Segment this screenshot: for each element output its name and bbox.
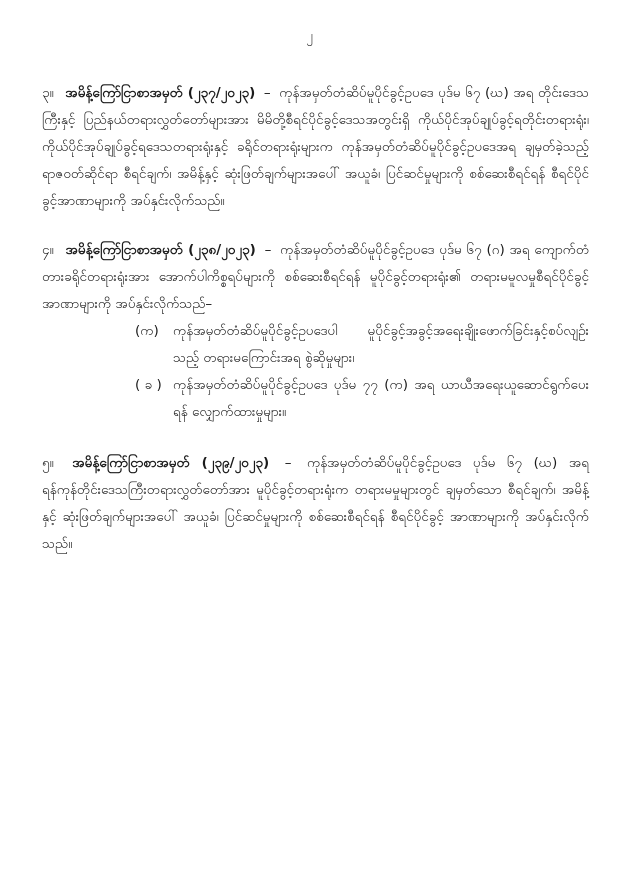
paragraph-3-dash: – <box>263 85 271 101</box>
paragraph-3-order-title: အမိန့်ကြော်ငြာစာအမှတ် (၂၃၇/၂၀၂၃) <box>65 85 256 101</box>
paragraph-3-text: ကုန်အမှတ်တံဆိပ်မူပိုင်ခွင့်ဥပဒေ ပုဒ်မ ၆၇ (ဃ) အရ တိုင်းဒေသကြီးနှင့် ပြည်နယ်တရားလွှတ်တော်များအား မိမိတို့စီရင်ပိုင်ခွင့်ဒေသအတွင်းရှိ ကိုယ်ပိုင်အုပ်ချုပ်ခွင့်ရတိုင်းတရားရုံး၊ ကိုယ်ပိုင်အုပ်ချုပ်ခွင့်ရဒေသတရားရုံးနှင့် ခရိုင်တရားရုံးများက ကုန်အမှတ်တံဆိပ်မူပိုင်ခွင့်ဥပဒေအရ ချမှတ်ခဲ့သည့် ရာဇဝတ်ဆိုင်ရာ စီရင်ချက်၊ အမိန့်နှင့် ဆုံးဖြတ်ချက်များအပေါ် အယူခံ၊ ပြင်ဆင်မှုများကို စစ်ဆေးစီရင်ရန် စီရင်ပိုင်ခွင့်အာဏာများကို အပ်နှင်းလိုက်သည်။ <box>42 85 590 209</box>
sub-item-ka-text: ကုန်အမှတ်တံဆိပ်မူပိုင်ခွင့်ဥပဒေပါ မူပိုင်ခွင့်အခွင့်အရေးချိုးဖောက်ခြင်းနှင့်စပ်လျဉ်းသည့် တရားမကြောင်းအရ စွဲဆိုမှုများ၊ <box>173 323 589 366</box>
sub-item-kha <box>42 372 589 426</box>
paragraph-4-sub-list <box>42 318 589 426</box>
sub-item-ka-marker: (က) <box>135 323 159 339</box>
paragraph-5-order-title: အမိန့်ကြော်ငြာစာအမှတ် (၂၃၉/၂၀၂၃) <box>72 455 270 471</box>
paragraph-4-order-title: အမိန့်ကြော်ငြာစာအမှတ် (၂၃၈/၂၀၂၃) <box>65 242 256 258</box>
paragraph-4-text: ကုန်အမှတ်တံဆိပ်မူပိုင်ခွင့်ဥပဒေ ပုဒ်မ ၆၇ (ဂ) အရ ကျောက်တံတားခရိုင်တရားရုံးအား အောက်ပါကိစ္စရပ်များကို စစ်ဆေးစီရင်ရန် မူပိုင်ခွင့်တရားရုံး၏ တရားမမူလမှုစီရင်ပိုင်ခွင့် အာဏာများကို အပ်နှင်းလိုက်သည်– <box>42 242 590 312</box>
paragraph-4 <box>42 237 589 318</box>
paragraph-3 <box>42 80 589 215</box>
paragraph-5-number: ၅။ <box>42 455 54 471</box>
sub-item-kha-text: ကုန်အမှတ်တံဆိပ်မူပိုင်ခွင့်ဥပဒေ ပုဒ်မ ၇၇ (က) အရ ယာယီအရေးယူဆောင်ရွက်ပေးရန် လျှောက်ထားမှုများ။ <box>173 377 589 420</box>
paragraph-5-dash: – <box>284 455 292 471</box>
paragraph-5-text: ကုန်အမှတ်တံဆိပ်မူပိုင်ခွင့်ဥပဒေ ပုဒ်မ ၆၇ (ဃ) အရ ရန်ကုန်တိုင်းဒေသကြီးတရားလွှတ်တော်အား မူပိုင်ခွင့်တရားရုံးက တရားမမှုများတွင် ချမှတ်သော စီရင်ချက်၊ အမိန့်နှင့် ဆုံးဖြတ်ချက်များအပေါ် အယူခံ၊ ပြင်ဆင်မှုများကို စစ်ဆေးစီရင်ရန် စီရင်ပိုင်ခွင့် အာဏာများကို အပ်နှင်းလိုက်သည်။ <box>42 455 589 552</box>
paragraph-4-dash: – <box>264 242 272 258</box>
sub-item-kha-marker: ( ခ ) <box>135 377 162 393</box>
paragraph-3-number: ၃။ <box>42 85 54 101</box>
paragraph-5 <box>42 450 589 558</box>
page-number: ၂ <box>306 29 313 44</box>
paragraph-4-number: ၄။ <box>42 242 54 258</box>
document-body <box>42 80 589 558</box>
sub-item-ka <box>42 318 589 372</box>
